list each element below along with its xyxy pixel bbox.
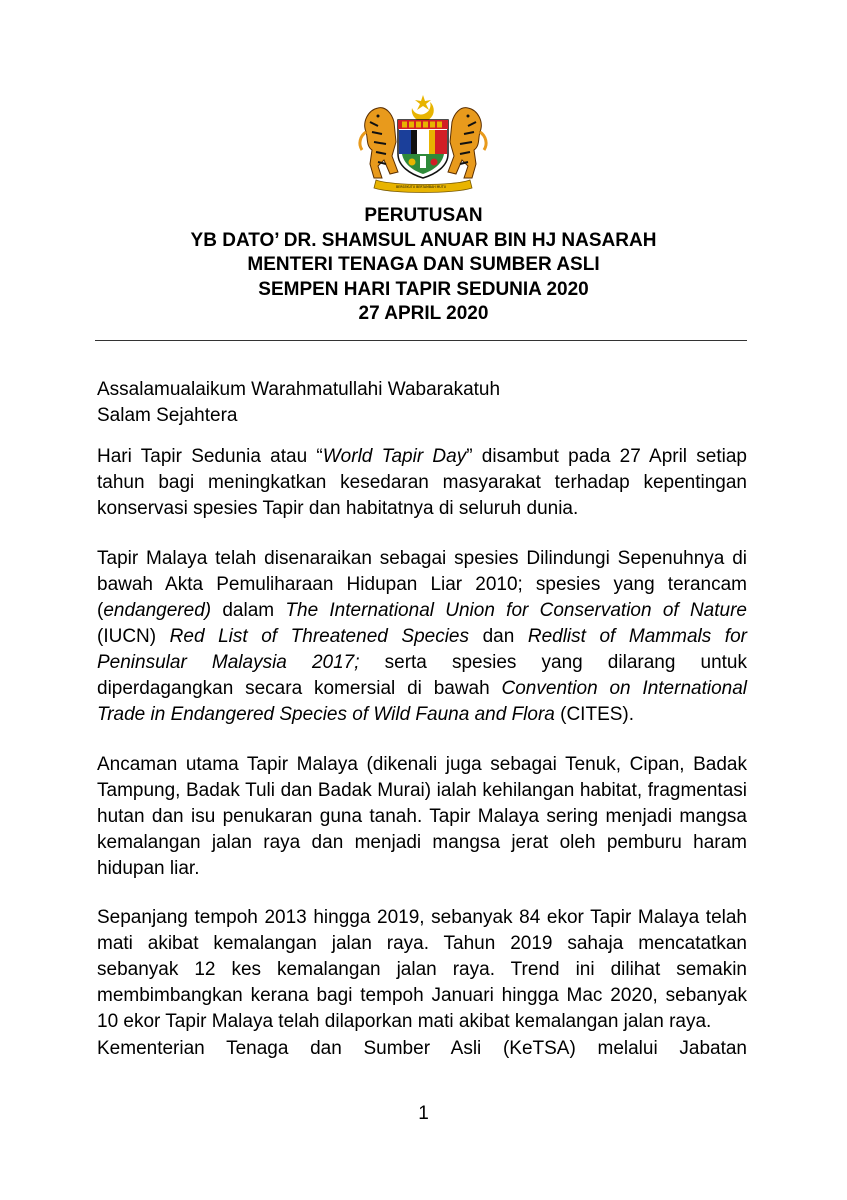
p2-text-k: (CITES). xyxy=(554,704,635,725)
greeting-line-1: Assalamualaikum Warahmatullahi Wabarakatuh xyxy=(97,379,501,400)
header-line-4: SEMPEN HARI TAPIR SEDUNIA 2020 xyxy=(258,278,589,300)
p2-text-d: The International Union for Conservation of Nature xyxy=(285,600,747,621)
paragraph-3: Ancaman utama Tapir Malaya (dikenali juga sebagai Tenuk, Cipan, Badak Tampung, Badak Tuli dan Badak Murai) ialah kehilangan habitat, fragmentasi hutan dan isu penukaran guna tanah. Tapir Malaya sering menjadi mangsa kemalangan jalan raya dan menjadi mangsa jerat oleh pemburu haram hidupan liar. xyxy=(97,754,747,879)
p1-text-a: Hari Tapir Sedunia atau “ xyxy=(97,446,323,467)
paragraph-1 xyxy=(97,444,747,522)
p2-text-h: Redlist of Mammals for Peninsular Malaysia 2017; xyxy=(97,626,747,673)
p1-text-c: ” disambut pada 27 April setiap tahun bagi meningkatkan kesedaran masyarakat terhadap kepentingan konservasi spesies Tapir dan habitatnya di seluruh dunia. xyxy=(97,446,747,519)
p2-text-i: serta spesies yang dilarang untuk diperdagangkan secara komersial di bawah xyxy=(97,652,747,699)
coat-of-arms-emblem xyxy=(356,92,490,194)
page-number: 1 xyxy=(418,1103,429,1124)
header-line-2: YB DATO’ DR. SHAMSUL ANUAR BIN HJ NASARAH xyxy=(190,229,657,251)
p2-text-a: Tapir Malaya telah disenaraikan sebagai spesies Dilindungi Sepenuhnya di bawah Akta Pemuliharaan Hidupan Liar 2010; spesies yang terancam ( xyxy=(97,548,747,621)
p2-text-b: endangered) xyxy=(103,600,212,621)
paragraph-5: Kementerian Tenaga dan Sumber Asli (KeTSA) melalui Jabatan xyxy=(97,1038,747,1059)
crescent-star-icon xyxy=(412,95,434,121)
header-line-5: 27 APRIL 2020 xyxy=(358,303,489,324)
header-divider xyxy=(95,340,747,341)
p1-text-b: World Tapir Day xyxy=(322,446,467,467)
paragraph-4: Sepanjang tempoh 2013 hingga 2019, sebanyak 84 ekor Tapir Malaya telah mati akibat kemalangan jalan raya. Tahun 2019 sahaja mencatatkan sebanyak 12 kes kemalangan jalan raya. Trend ini dilihat semakin membimbangkan kerana bagi tempoh Januari hingga Mac 2020, sebanyak 10 ekor Tapir Malaya telah dilaporkan mati akibat kemalangan jalan raya. xyxy=(97,907,747,1032)
p2-text-g: dan xyxy=(469,626,528,647)
greeting-line-2: Salam Sejahtera xyxy=(97,405,238,426)
right-tiger-icon xyxy=(448,108,486,178)
header-line-1: PERUTUSAN xyxy=(364,205,483,226)
p2-text-f: Red List of Threatened Species xyxy=(169,626,469,647)
greeting xyxy=(97,377,747,429)
paragraph-2 xyxy=(97,546,747,728)
header-line-3: MENTERI TENAGA DAN SUMBER ASLI xyxy=(247,254,600,275)
p2-text-e: (IUCN) xyxy=(97,626,170,647)
shield-icon xyxy=(398,120,448,178)
document-header xyxy=(0,204,847,327)
p2-text-c: dalam xyxy=(211,600,286,621)
motto-scroll-icon xyxy=(374,180,472,193)
p2-text-j: Convention on International Trade in Endangered Species of Wild Fauna and Flora xyxy=(97,678,747,725)
crest-motto: BERSEKUTU BERTAMBAH MUTU xyxy=(396,185,447,189)
left-tiger-icon xyxy=(360,108,398,178)
